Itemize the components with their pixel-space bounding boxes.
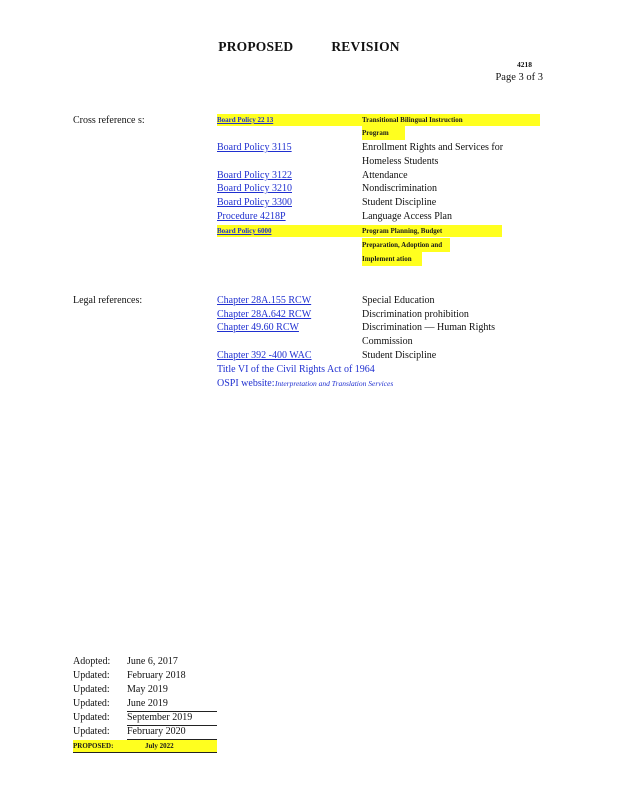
cross-ref-row <box>217 155 540 169</box>
history-label: Adopted: <box>73 656 111 667</box>
cross-ref-desc: Nondiscrimination <box>362 183 437 194</box>
legal-ref-website-link[interactable]: Interpretation and Translation Services <box>275 379 394 388</box>
legal-references-label: Legal references: <box>73 295 143 306</box>
cross-ref-row <box>217 113 540 127</box>
page-title <box>0 39 618 55</box>
history-date: June 6, 2017 <box>127 656 178 667</box>
legal-ref-row <box>217 308 540 322</box>
cross-ref-desc: Language Access Plan <box>362 211 452 222</box>
history-label: Updated: <box>73 726 110 737</box>
cross-ref-desc: Homeless Students <box>362 156 439 167</box>
legal-ref-desc: Discrimination — Human Rights <box>362 322 496 333</box>
cross-ref-desc: Program <box>362 126 405 140</box>
history-label: Updated: <box>73 698 110 709</box>
cross-references-label: Cross reference s: <box>73 115 145 126</box>
cross-ref-link[interactable]: Board Policy 3210 <box>217 183 292 194</box>
history-label: Updated: <box>73 670 110 681</box>
legal-ref-link[interactable]: Chapter 28A.642 RCW <box>217 309 312 320</box>
legal-ref-desc: Student Discipline <box>362 350 437 361</box>
cross-ref-desc: Preparation, Adoption and <box>362 238 450 252</box>
cross-ref-row <box>217 169 540 183</box>
legal-ref-row <box>217 294 540 308</box>
history-date: July 2022 <box>145 742 174 750</box>
cross-ref-desc: Implement ation <box>362 252 422 266</box>
legal-ref-link[interactable]: Chapter 49.60 RCW <box>217 322 299 333</box>
history-label: Updated: <box>73 712 110 723</box>
cross-ref-row <box>217 252 540 266</box>
cross-ref-desc: Attendance <box>362 170 408 181</box>
legal-ref-desc: Commission <box>362 336 413 347</box>
legal-ref-row <box>217 321 540 335</box>
legal-ref-row <box>217 349 540 363</box>
legal-ref-desc: Special Education <box>362 295 435 306</box>
history-label: PROPOSED: <box>73 742 114 750</box>
cross-ref-link[interactable]: Board Policy 3300 <box>217 197 292 208</box>
cross-ref-desc: Transitional Bilingual Instruction <box>362 116 463 124</box>
history-label: Updated: <box>73 684 110 695</box>
legal-ref-row <box>217 363 540 377</box>
cross-ref-row <box>217 238 540 252</box>
history-date: February 2020 <box>127 725 217 740</box>
legal-ref-desc: Discrimination prohibition <box>362 309 469 320</box>
history-date: September 2019 <box>127 711 217 726</box>
page-number: Page 3 of 3 <box>495 72 543 83</box>
title-proposed: PROPOSED <box>218 39 294 54</box>
cross-ref-row <box>217 182 540 196</box>
cross-ref-desc: Enrollment Rights and Services for <box>362 142 504 153</box>
cross-ref-link[interactable]: Board Policy 22 13 <box>217 116 274 124</box>
cross-ref-row <box>217 126 540 140</box>
legal-ref-link[interactable]: Chapter 28A.155 RCW <box>217 295 312 306</box>
history-date: June 2019 <box>127 697 217 712</box>
cross-ref-row <box>217 224 540 238</box>
cross-ref-desc: Program Planning, Budget <box>362 227 443 235</box>
legal-ref-link[interactable]: Chapter 392 -400 WAC <box>217 350 312 361</box>
title-revision: REVISION <box>331 39 400 54</box>
cross-ref-row <box>217 210 540 224</box>
history-date: February 2018 <box>127 670 186 681</box>
cross-ref-link[interactable]: Board Policy 3122 <box>217 170 292 181</box>
policy-number: 4218 <box>517 60 532 69</box>
cross-ref-link[interactable]: Board Policy 6000 <box>217 227 272 235</box>
legal-ref-website-label: OSPI website: <box>217 378 275 389</box>
cross-ref-desc: Student Discipline <box>362 197 437 208</box>
cross-ref-row <box>217 141 540 155</box>
legal-ref-row <box>217 377 540 391</box>
legal-ref-title-vi[interactable]: Title VI of the Civil Rights Act of 1964 <box>217 364 375 375</box>
legal-ref-row <box>217 335 540 349</box>
history-date: May 2019 <box>127 684 168 695</box>
cross-ref-link[interactable]: Board Policy 3115 <box>217 142 292 153</box>
cross-ref-link[interactable]: Procedure 4218P <box>217 211 286 222</box>
cross-ref-row <box>217 196 540 210</box>
